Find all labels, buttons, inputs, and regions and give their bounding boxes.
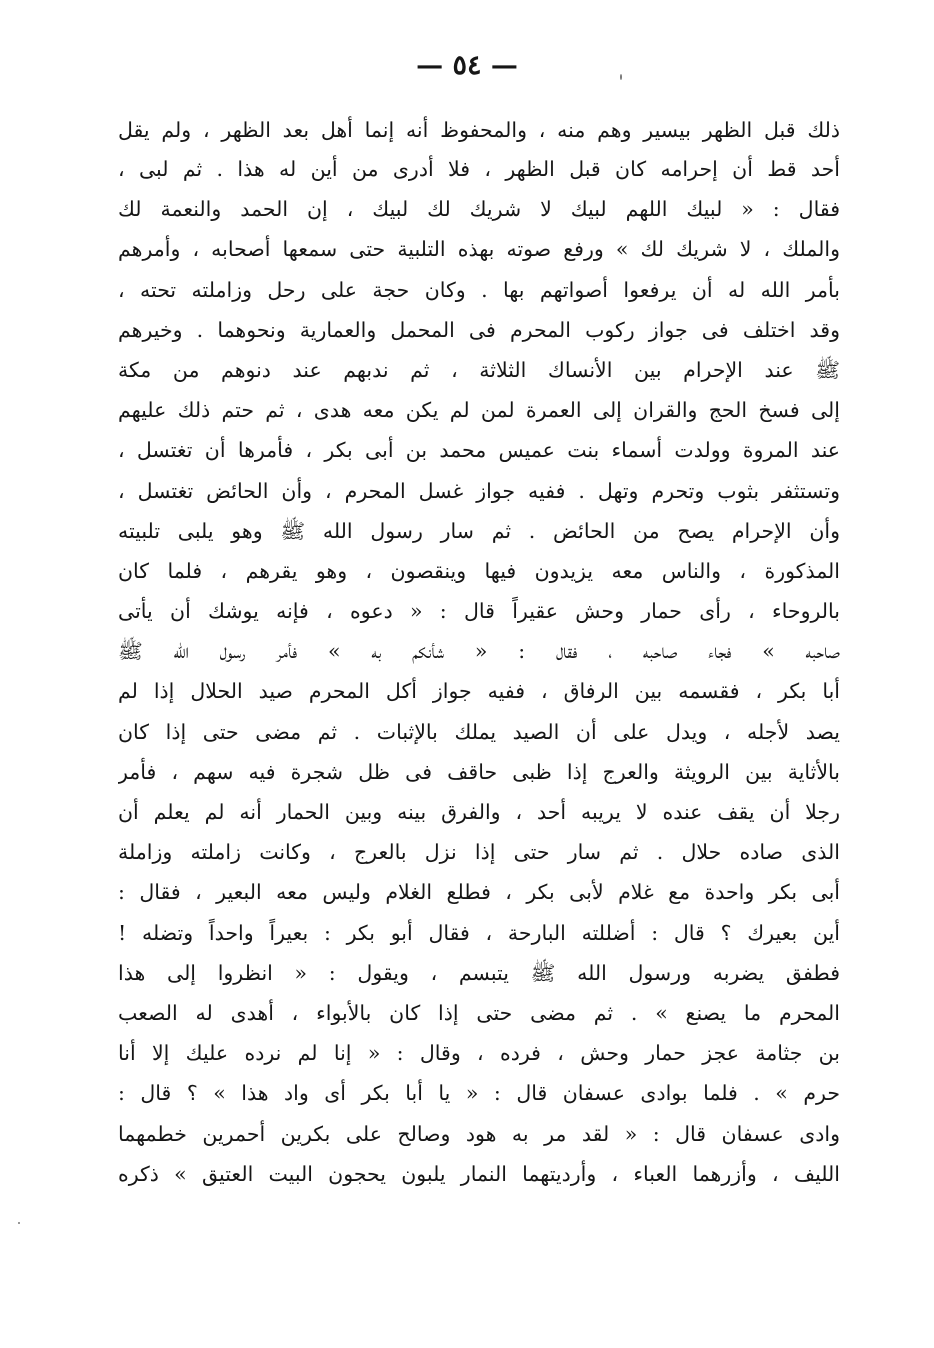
text-line: عند المروة وولدت أسماء بنت عميس محمد بن أبى بكر ، فأمرها أن تغتسل ، — [118, 438, 840, 463]
text-line: وقد اختلف فى جواز ركوب المحرم فى المحمل والعمارية ونحوهما . وخيرهم — [118, 317, 840, 342]
page-number: — ٥٤ — — [416, 50, 518, 81]
text-line: أين بعيرك ؟ قال : أضللته البارحة ، فقال أبو بكر : بعيراً واحداً وتضله ! — [118, 920, 840, 945]
text-line: بن جثامة عجز حمار وحش ، فرده ، وقال : « إنا لم نرده عليك إلا أنا — [118, 1041, 840, 1066]
text-line: أبا بكر ، فقسمه بين الرفاق ، ففيه جواز أكل المحرم صيد الحلال إذا لم — [118, 679, 840, 704]
scan-speck — [620, 74, 622, 80]
body-text — [118, 112, 840, 1194]
scan-speck — [18, 1222, 20, 1224]
text-line: بالروحاء ، رأى حمار وحش عقيراً قال : « دعوه ، فإنه يوشك أن يأتى — [118, 599, 840, 624]
text-line: الليف ، وأزرهما العباء ، وأرديتهما النمار يلبون يحجون البيت العتيق » ذكره — [118, 1161, 840, 1186]
text-line: فقال : « لبيك اللهم لبيك لا شريك لك لبيك ، إن الحمد والنعمة لك — [118, 197, 840, 222]
text-line: رجلا أن يقف عنده لا يريبه أحد ، والفرق بينه وبين الحمار أنه لم يعلم أن — [118, 800, 840, 824]
text-line: بالأثاية بين الرويثة والعرج إذا ظبى حاقف فى ظل شجرة فيه سهم ، فأمر — [118, 759, 840, 784]
text-line: فطفق يضربه ورسول الله ﷺ يتبسم ، ويقول : « انظروا إلى هذا — [118, 960, 840, 985]
text-line: الذى صاده حلال . ثم سار حتى إذا نزل بالعرج ، وكانت زاملته وزاملة — [118, 840, 840, 865]
text-line: وتستثفر بثوب وتحرم وتهل . ففيه جواز غسل المحرم ، وأن الحائض تغتسل ، — [118, 478, 840, 503]
text-line: يصد لأجله ، ويدل على أن الصيد يملك بالإثبات . ثم مضى حتى إذا كان — [118, 719, 840, 744]
text-line: وادى عسفان قال : « لقد مر به هود وصالح على بكرين أحمرين خطمهما — [118, 1121, 840, 1146]
text-line: حرم » . فلما بوادى عسفان قال : « يا أبا بكر أى واد هذا » ؟ قال : — [118, 1081, 840, 1106]
text-line: إلى فسخ الحج والقران إلى العمرة لمن لم يكن معه هدى ، ثم حتم ذلك عليهم — [118, 398, 840, 423]
text-line: صاحبه » فجاء صاحبه ، فقال : « شأنكم به » فأمر رسول الله ﷺ — [118, 639, 840, 664]
text-line: وأن الإحرام يصح من الحائض . ثم سار رسول الله ﷺ وهو يلبى تلبيته — [118, 518, 840, 543]
text-line: ذلك قبل الظهر بيسير وهم منه ، والمحفوظ أنه إنما أهل بعد الظهر ، ولم يقل — [118, 118, 840, 142]
text-line: والملك ، لا شريك لك » ورفع صوته بهذه التلبية حتى سمعها أصحابه ، وأمرهم — [118, 237, 840, 262]
text-line: بأمر الله له أن يرفعوا أصواتهم بها . وكان حجة على رحل وزاملته تحته ، — [118, 277, 840, 302]
text-line: أحد قط أن إحرامه كان قبل الظهر ، فلا أدرى من أين له هذا . ثم لبى ، — [118, 157, 840, 181]
text-line: المذكورة ، والناس معه يزيدون فيها وينقصون ، وهو يقرهم ، فلما كان — [118, 558, 840, 583]
text-line: المحرم ما يصنع » . ثم مضى حتى إذا كان بالأبواء ، أهدى له الصعب — [118, 1000, 840, 1025]
text-line: أبى بكر واحدة مع غلام لأبى بكر ، فطلع الغلام وليس معه البعير ، فقال : — [118, 880, 840, 905]
text-line: ﷺ عند الإحرام بين الأنساك الثلاثة ، ثم ندبهم عند دنوهم من مكة — [118, 357, 840, 382]
